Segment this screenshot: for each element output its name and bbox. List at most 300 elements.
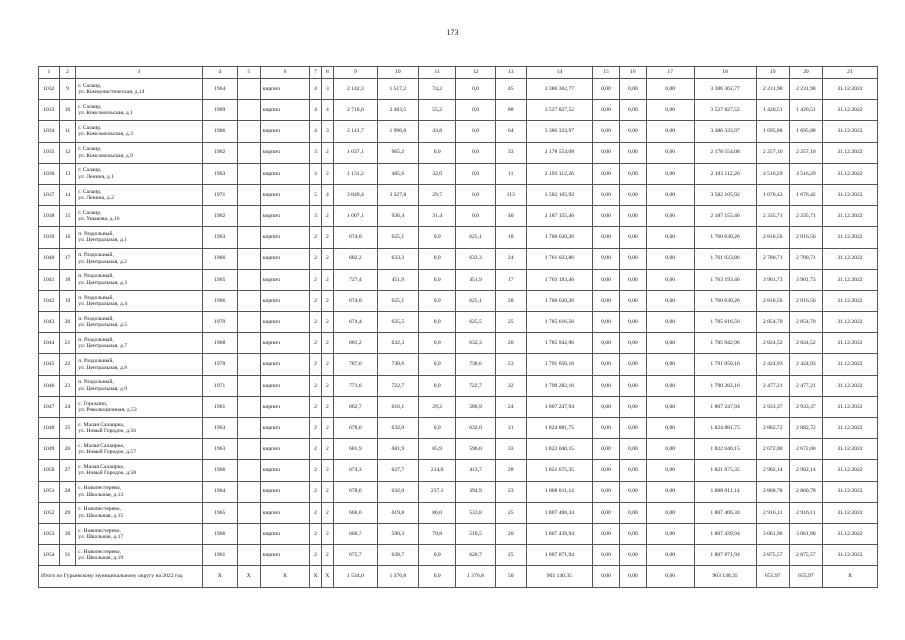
table-cell-col-1: 1033 (39, 100, 60, 121)
table-cell-col-18: 1 807 871,94 (694, 545, 756, 566)
table-cell-col-6: кирпич (260, 481, 310, 502)
table-cell-col-14: 1 791 050,16 (526, 354, 592, 375)
table-row (39, 333, 878, 354)
table-cell-col-9: 1 007,1 (334, 206, 378, 227)
table-cell-col-6: кирпич (260, 418, 310, 439)
table-cell-col-17: 0,00 (646, 418, 694, 439)
table-cell-col-8: 2 (321, 290, 333, 311)
table-cell-col-20: 2 816,56 (789, 227, 822, 248)
table-cell-col-3: с. Новопестерево, ул. Школьная, д.15 (76, 502, 202, 523)
table-cell-col-4: 1966 (202, 290, 237, 311)
table-cell-col-7: 2 (310, 312, 321, 333)
table-cell-col-7: 4 (310, 100, 321, 121)
table-cell-col-14: 1 790 282,16 (526, 375, 592, 396)
total-cell-col-20: 655,97 (789, 566, 822, 588)
table-cell-col-1: 1034 (39, 121, 60, 142)
table-cell-col-15: 0,00 (593, 248, 620, 269)
column-header-17: 17 (646, 67, 694, 79)
table-cell-col-7: 2 (310, 248, 321, 269)
table-cell-col-10: 451,9 (377, 269, 418, 290)
table-cell-col-19: 4 516,29 (756, 163, 789, 184)
table-cell-col-17: 0,00 (646, 100, 694, 121)
table-cell-col-6: кирпич (260, 227, 310, 248)
table-cell-col-10: 625,1 (377, 227, 418, 248)
table-cell-col-5 (237, 354, 260, 375)
table-cell-col-20: 2 860,78 (789, 481, 822, 502)
table-cell-col-21: 31.12.2022 (822, 545, 877, 566)
table-cell-col-13: 24 (495, 248, 526, 269)
table-cell-col-9: 727,4 (334, 269, 378, 290)
table-cell-col-12: 596,0 (456, 439, 495, 460)
table-cell-col-14: 1 785 942,96 (526, 333, 592, 354)
table-cell-col-4: 1971 (202, 184, 237, 205)
table-row (39, 100, 878, 121)
column-header-18: 18 (694, 67, 756, 79)
table-cell-col-13: 25 (495, 502, 526, 523)
table-cell-col-1: 1041 (39, 269, 60, 290)
table-cell-col-17: 0,00 (646, 121, 694, 142)
table-cell-col-18: 1 785 616,56 (694, 312, 756, 333)
table-cell-col-20: 2 875,57 (789, 545, 822, 566)
table-cell-col-5 (237, 206, 260, 227)
table-cell-col-10: 2 483,5 (377, 100, 418, 121)
table-cell-col-7: 2 (310, 290, 321, 311)
table-cell-col-15: 0,00 (593, 206, 620, 227)
table-cell-col-2: 12 (59, 142, 76, 163)
table-row (39, 460, 878, 481)
table-cell-col-4: 1964 (202, 481, 237, 502)
total-cell-col-7: Х (310, 566, 321, 588)
table-cell-col-15: 0,00 (593, 312, 620, 333)
table-cell-col-4: 1963 (202, 418, 237, 439)
table-cell-col-12: 394,9 (456, 481, 495, 502)
table-cell-col-2: 13 (59, 163, 76, 184)
table-cell-col-8: 2 (321, 312, 333, 333)
table-cell-col-12: 533,8 (456, 502, 495, 523)
column-header-2: 2 (59, 67, 76, 79)
table-cell-col-18: 1 761 023,86 (694, 248, 756, 269)
table-cell-col-9: 787,6 (334, 354, 378, 375)
table-cell-col-10: 738,6 (377, 354, 418, 375)
table-cell-col-9: 674,4 (334, 312, 378, 333)
table-cell-col-5 (237, 545, 260, 566)
column-header-20: 20 (789, 67, 822, 79)
table-cell-col-5 (237, 502, 260, 523)
table-cell-col-13: 11 (495, 163, 526, 184)
table-cell-col-19: 2 902,14 (756, 460, 789, 481)
total-cell-col-16: 0,00 (619, 566, 646, 588)
total-cell-col-17: 0,00 (646, 566, 694, 588)
table-cell-col-18: 1 807 439,94 (694, 523, 756, 544)
total-cell-col-11: 0,0 (419, 566, 456, 588)
table-cell-col-4: 1970 (202, 312, 237, 333)
table-cell-col-3: п. Раздольный, ул. Центральная, д.1 (76, 227, 202, 248)
table-cell-col-12: 628,7 (456, 545, 495, 566)
table-cell-col-18: 2 187 155,46 (694, 206, 756, 227)
table-cell-col-4: 1966 (202, 523, 237, 544)
table-cell-col-21: 31.12.2022 (822, 227, 877, 248)
table-cell-col-12: 625,5 (456, 312, 495, 333)
table-cell-col-13: 17 (495, 269, 526, 290)
table-cell-col-21: 31.12.2022 (822, 79, 877, 100)
table-cell-col-5 (237, 290, 260, 311)
total-cell-col-12: 1 376,8 (456, 566, 495, 588)
table-cell-col-11: 29,7 (419, 184, 456, 205)
table-cell-col-9: 3 849,4 (334, 184, 378, 205)
table-cell-col-17: 0,00 (646, 523, 694, 544)
table-cell-col-8: 2 (321, 142, 333, 163)
table-cell-col-11: 86,0 (419, 502, 456, 523)
table-cell-col-4: 1966 (202, 460, 237, 481)
table-row (39, 269, 878, 290)
table-cell-col-21: 31.12.2022 (822, 163, 877, 184)
table-cell-col-16: 0,00 (619, 312, 646, 333)
table-cell-col-16: 0,00 (619, 100, 646, 121)
table-cell-col-20: 2 672,00 (789, 439, 822, 460)
column-header-8: 8 (321, 67, 333, 79)
table-cell-col-14: 1 808 011,14 (526, 481, 592, 502)
table-cell-col-14: 1 807 406,34 (526, 502, 592, 523)
table-cell-col-17: 0,00 (646, 184, 694, 205)
table-cell-col-7: 2 (310, 439, 321, 460)
table-cell-col-5 (237, 163, 260, 184)
column-header-6: 6 (260, 67, 310, 79)
table-cell-col-3: г. Салаир, ул. Комсомольская, д.3 (76, 121, 202, 142)
table-cell-col-13: 28 (495, 290, 526, 311)
table-cell-col-20: 4 516,29 (789, 163, 822, 184)
table-cell-col-7: 4 (310, 121, 321, 142)
table-cell-col-15: 0,00 (593, 460, 620, 481)
table-cell-col-1: 1043 (39, 312, 60, 333)
table-cell-col-19: 1 695,88 (756, 121, 789, 142)
table-cell-col-16: 0,00 (619, 502, 646, 523)
table-cell-col-10: 485,6 (377, 163, 418, 184)
table-cell-col-12: 632,0 (456, 418, 495, 439)
table-cell-col-19: 2 933,37 (756, 396, 789, 417)
table-cell-col-11: 0,0 (419, 375, 456, 396)
table-cell-col-5 (237, 396, 260, 417)
table-cell-col-15: 0,00 (593, 142, 620, 163)
table-cell-col-10: 632,0 (377, 418, 418, 439)
table-cell-col-12: 0,0 (456, 184, 495, 205)
table-cell-col-15: 0,00 (593, 375, 620, 396)
table-cell-col-11: 0,0 (419, 312, 456, 333)
table-cell-col-7: 2 (310, 396, 321, 417)
table-cell-col-8: 2 (321, 354, 333, 375)
table-row (39, 354, 878, 375)
table-cell-col-19: 2 875,57 (756, 545, 789, 566)
table-cell-col-17: 0,00 (646, 312, 694, 333)
table-cell-col-8: 2 (321, 460, 333, 481)
table-cell-col-18: 3 527 827,52 (694, 100, 756, 121)
table-cell-col-21: 31.12.2022 (822, 269, 877, 290)
table-cell-col-17: 0,00 (646, 142, 694, 163)
table-cell-col-9: 674,0 (334, 227, 378, 248)
table-cell-col-18: 1 785 942,96 (694, 333, 756, 354)
table-cell-col-7: 2 (310, 418, 321, 439)
table-cell-col-8: 2 (321, 248, 333, 269)
table-cell-col-15: 0,00 (593, 354, 620, 375)
table-cell-col-12: 0,0 (456, 79, 495, 100)
table-cell-col-12: 586,9 (456, 396, 495, 417)
table-cell-col-16: 0,00 (619, 121, 646, 142)
table-cell-col-11: 0,0 (419, 269, 456, 290)
table-cell-col-18: 3 386 362,77 (694, 79, 756, 100)
table-cell-col-9: 681,2 (334, 333, 378, 354)
table-cell-col-6: кирпич (260, 396, 310, 417)
table-cell-col-19: 2 231,98 (756, 79, 789, 100)
table-cell-col-16: 0,00 (619, 545, 646, 566)
total-cell-col-4: Х (202, 566, 237, 588)
table-row (39, 396, 878, 417)
table-cell-col-1: 1037 (39, 184, 60, 205)
column-header-9: 9 (334, 67, 378, 79)
table-cell-col-13: 18 (495, 227, 526, 248)
table-cell-col-17: 0,00 (646, 206, 694, 227)
total-cell-col-10: 1 376,8 (377, 566, 418, 588)
table-cell-col-16: 0,00 (619, 248, 646, 269)
table-cell-col-18: 3 386 333,97 (694, 121, 756, 142)
table-cell-col-21: 31.12.2022 (822, 460, 877, 481)
table-cell-col-13: 88 (495, 100, 526, 121)
column-header-4: 4 (202, 67, 237, 79)
table-cell-col-8: 2 (321, 502, 333, 523)
table-cell-col-8: 2 (321, 439, 333, 460)
table-row (39, 481, 878, 502)
table-cell-col-21: 31.12.2022 (822, 375, 877, 396)
table-cell-col-1: 1036 (39, 163, 60, 184)
table-cell-col-2: 10 (59, 100, 76, 121)
table-cell-col-6: кирпич (260, 439, 310, 460)
table-cell-col-9: 682,2 (334, 248, 378, 269)
table-cell-col-17: 0,00 (646, 396, 694, 417)
table-cell-col-11: 0,0 (419, 354, 456, 375)
table-cell-col-6: кирпич (260, 79, 310, 100)
table-cell-col-20: 3 061,90 (789, 523, 822, 544)
table-cell-col-5 (237, 121, 260, 142)
table-cell-col-3: г. Салаир, ул. Ленина, д.1 (76, 163, 202, 184)
table-cell-col-16: 0,00 (619, 523, 646, 544)
table-cell-col-20: 2 477,21 (789, 375, 822, 396)
table-cell-col-10: 590,3 (377, 523, 418, 544)
table-row (39, 418, 878, 439)
table-cell-col-16: 0,00 (619, 354, 646, 375)
table-cell-col-1: 1050 (39, 460, 60, 481)
table-cell-col-12: 413,7 (456, 460, 495, 481)
table-cell-col-8: 2 (321, 481, 333, 502)
table-cell-col-11: 0,0 (419, 227, 456, 248)
table-cell-col-1: 1042 (39, 290, 60, 311)
table-cell-col-3: с. Малая Салаирка, ул. Новый Городок, д.57 (76, 439, 202, 460)
table-cell-col-18: 1 822 040,15 (694, 439, 756, 460)
table-cell-col-2: 11 (59, 121, 76, 142)
table-cell-col-6: кирпич (260, 502, 310, 523)
table-cell-col-11: 0,0 (419, 333, 456, 354)
table-cell-col-20: 2 916,11 (789, 502, 822, 523)
table-cell-col-9: 2 141,7 (334, 121, 378, 142)
table-row (39, 523, 878, 544)
table-cell-col-9: 666,0 (334, 502, 378, 523)
table-cell-col-13: 20 (495, 523, 526, 544)
table-cell-col-2: 24 (59, 396, 76, 417)
table-cell-col-16: 0,00 (619, 227, 646, 248)
column-header-13: 13 (495, 67, 526, 79)
table-cell-col-9: 1 037,1 (334, 142, 378, 163)
total-cell-col-15: 0,00 (593, 566, 620, 588)
table-cell-col-20: 2 335,71 (789, 206, 822, 227)
table-cell-col-7: 2 (310, 523, 321, 544)
table-cell-col-13: 23 (495, 354, 526, 375)
table-cell-col-9: 2 142,3 (334, 79, 378, 100)
table-cell-col-4: 1963 (202, 163, 237, 184)
table-cell-col-11: 74,2 (419, 79, 456, 100)
table-cell-col-17: 0,00 (646, 248, 694, 269)
table-cell-col-12: 0,0 (456, 142, 495, 163)
table-row (39, 79, 878, 100)
table-cell-col-14: 1 761 023,86 (526, 248, 592, 269)
table-cell-col-20: 2 933,37 (789, 396, 822, 417)
table-cell-col-7: 2 (310, 545, 321, 566)
table-cell-col-21: 31.12.2022 (822, 100, 877, 121)
table-cell-col-6: кирпич (260, 206, 310, 227)
column-header-3: 3 (76, 67, 202, 79)
table-cell-col-13: 64 (495, 121, 526, 142)
table-cell-col-2: 20 (59, 312, 76, 333)
table-cell-col-18: 2 193 112,26 (694, 163, 756, 184)
table-cell-col-4: 1969 (202, 100, 237, 121)
table-cell-col-8: 2 (321, 545, 333, 566)
table-cell-col-4: 1965 (202, 502, 237, 523)
column-header-5: 5 (237, 67, 260, 79)
column-header-11: 11 (419, 67, 456, 79)
table-cell-col-20: 1 420,51 (789, 100, 822, 121)
table-cell-col-7: 2 (310, 502, 321, 523)
table-row (39, 290, 878, 311)
table-cell-col-2: 9 (59, 79, 76, 100)
table-cell-col-4: 1962 (202, 142, 237, 163)
column-header-19: 19 (756, 67, 789, 79)
table-cell-col-18: 3 582 105,92 (694, 184, 756, 205)
table-cell-col-5 (237, 333, 260, 354)
table-cell-col-20: 2 854,70 (789, 312, 822, 333)
table-cell-col-19: 1 420,51 (756, 100, 789, 121)
table-cell-col-11: 0,0 (419, 248, 456, 269)
table-cell-col-10: 633,3 (377, 248, 418, 269)
table-cell-col-13: 23 (495, 481, 526, 502)
table-cell-col-14: 1 824 881,75 (526, 418, 592, 439)
table-cell-col-14: 1 822 040,15 (526, 439, 592, 460)
table-cell-col-17: 0,00 (646, 163, 694, 184)
table-cell-col-3: п. Раздольный, ул. Центральная, д.9 (76, 375, 202, 396)
total-cell-col-13: 50 (495, 566, 526, 588)
table-cell-col-6: кирпич (260, 312, 310, 333)
table-cell-col-5 (237, 142, 260, 163)
table-cell-col-6: кирпич (260, 523, 310, 544)
table-cell-col-1: 1051 (39, 481, 60, 502)
table-cell-col-2: 27 (59, 460, 76, 481)
table-cell-col-21: 31.12.2022 (822, 396, 877, 417)
table-cell-col-18: 1 760 630,26 (694, 290, 756, 311)
table-cell-col-18: 2 178 554,08 (694, 142, 756, 163)
table-cell-col-3: с. Малая Салаирка, ул. Новый Городок, д.58 (76, 460, 202, 481)
total-cell-col-21: Х (822, 566, 877, 588)
table-row (39, 163, 878, 184)
table-cell-col-9: 681,9 (334, 439, 378, 460)
table-cell-col-2: 14 (59, 184, 76, 205)
table-row (39, 375, 878, 396)
table-cell-col-21: 31.12.2022 (822, 312, 877, 333)
table-cell-col-3: с. Горскино, ул. Революционная, д.53 (76, 396, 202, 417)
table-cell-col-21: 31.12.2022 (822, 248, 877, 269)
table-cell-col-14: 1 807 871,94 (526, 545, 592, 566)
table-cell-col-12: 738,6 (456, 354, 495, 375)
table-cell-col-13: 33 (495, 142, 526, 163)
table-cell-col-15: 0,00 (593, 269, 620, 290)
table-cell-col-13: 33 (495, 439, 526, 460)
table-cell-col-11: 237,1 (419, 481, 456, 502)
table-cell-col-4: 1970 (202, 354, 237, 375)
table-cell-col-8: 2 (321, 206, 333, 227)
table-cell-col-1: 1032 (39, 79, 60, 100)
table-cell-col-6: кирпич (260, 184, 310, 205)
table-cell-col-18: 1 807 406,34 (694, 502, 756, 523)
table-cell-col-14: 2 193 112,26 (526, 163, 592, 184)
table-cell-col-4: 1963 (202, 439, 237, 460)
table-cell-col-4: 1966 (202, 121, 237, 142)
table-cell-col-13: 24 (495, 396, 526, 417)
table-cell-col-17: 0,00 (646, 545, 694, 566)
table-cell-col-13: 25 (495, 545, 526, 566)
table-cell-col-8: 3 (321, 121, 333, 142)
table-cell-col-6: кирпич (260, 375, 310, 396)
table-cell-col-19: 3 901,73 (756, 269, 789, 290)
table-cell-col-15: 0,00 (593, 439, 620, 460)
table-cell-col-1: 1047 (39, 396, 60, 417)
table-cell-col-8: 2 (321, 163, 333, 184)
table-cell-col-9: 674,0 (334, 290, 378, 311)
table-cell-col-15: 0,00 (593, 396, 620, 417)
table-cell-col-2: 19 (59, 290, 76, 311)
table-cell-col-2: 22 (59, 354, 76, 375)
table-cell-col-10: 625,5 (377, 312, 418, 333)
table-cell-col-4: 1964 (202, 79, 237, 100)
table-cell-col-19: 2 816,56 (756, 227, 789, 248)
table-cell-col-8: 4 (321, 100, 333, 121)
column-header-21: 21 (822, 67, 877, 79)
table-cell-col-13: 20 (495, 333, 526, 354)
table-cell-col-17: 0,00 (646, 269, 694, 290)
table-cell-col-9: 771,6 (334, 375, 378, 396)
table-cell-col-2: 28 (59, 481, 76, 502)
table-cell-col-21: 31.12.2022 (822, 523, 877, 544)
table-cell-col-20: 2 902,14 (789, 460, 822, 481)
table-cell-col-9: 2 718,6 (334, 100, 378, 121)
table-cell-col-13: 113 (495, 184, 526, 205)
table-cell-col-8: 2 (321, 523, 333, 544)
table-cell-col-13: 45 (495, 79, 526, 100)
table-cell-col-2: 30 (59, 523, 76, 544)
table-cell-col-19: 2 824,52 (756, 333, 789, 354)
table-cell-col-16: 0,00 (619, 269, 646, 290)
table-cell-col-3: п. Раздольный, ул. Центральная, д.2 (76, 248, 202, 269)
buildings-table (38, 66, 878, 588)
table-cell-col-14: 2 178 554,08 (526, 142, 592, 163)
table-cell-col-17: 0,00 (646, 481, 694, 502)
table-cell-col-20: 3 901,73 (789, 269, 822, 290)
table-cell-col-19: 1 076,42 (756, 184, 789, 205)
table-cell-col-7: 4 (310, 79, 321, 100)
table-cell-col-11: 55,2 (419, 100, 456, 121)
